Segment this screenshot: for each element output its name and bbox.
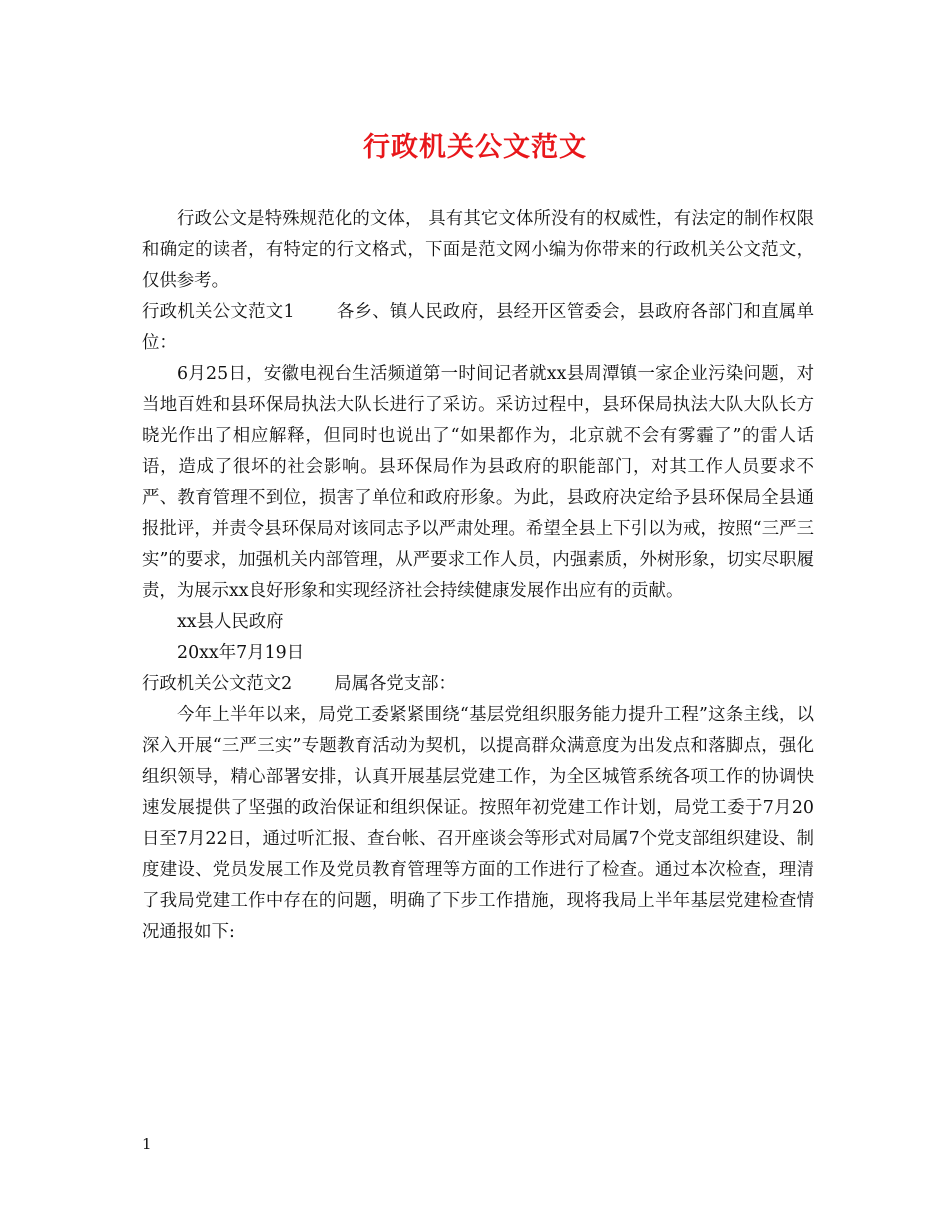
- intro-paragraph: 行政公文是特殊规范化的文体， 具有其它文体所没有的权威性，有法定的制作权限和确定的读者，有特定的行文格式，下面是范文网小编为你带来的行政机关公文范文，仅供参考。: [142, 209, 814, 291]
- sample2-addressee: 局属各党支部：: [334, 674, 456, 694]
- sample1-addressee: 各乡、镇人民政府，县经开区管委会，县政府各部门和直属单位：: [142, 302, 814, 353]
- sample2-heading-line: [142, 669, 814, 700]
- sample1-heading: 行政机关公文范文1: [142, 302, 295, 322]
- document-title: 行政机关公文范文: [363, 132, 587, 163]
- sample1-signature: xx县人民政府: [177, 612, 284, 632]
- document-body: [142, 204, 814, 948]
- page-number: 1: [142, 1135, 152, 1153]
- sample2-heading: 行政机关公文范文2: [142, 674, 293, 694]
- sample1-date: 20xx年7月19日: [177, 643, 305, 663]
- sample1-heading-line: [142, 297, 814, 359]
- sample2-body-paragraph: 今年上半年以来，局党工委紧紧围绕“基层党组织服务能力提升工程”这条主线，以深入开展“三严三实”专题教育活动为契机，以提高群众满意度为出发点和落脚点，强化组织领导，精心部署安排，认真开展基层党建工作，为全区城管系统各项工作的协调快速发展提供了坚强的政治保证和组织保证。按照年初党建工作计划，局党工委于7月20日至7月22日，通过听汇报、查台帐、召开座谈会等形式对局属7个党支部组织建设、制度建设、党员发展工作及党员教育管理等方面的工作进行了检查。通过本次检查，理清了我局党建工作中存在的问题，明确了下步工作措施，现将我局上半年基层党建检查情况通报如下:: [142, 705, 814, 942]
- sample1-body-paragraph: 6月25日，安徽电视台生活频道第一时间记者就xx县周潭镇一家企业污染问题，对当地百姓和县环保局执法大队长进行了采访。采访过程中，县环保局执法大队大队长方晓光作出了相应解释，但同时也说出了“如果都作为，北京就不会有雾霾了”的雷人话语，造成了很坏的社会影响。县环保局作为县政府的职能部门，对其工作人员要求不严、教育管理不到位，损害了单位和政府形象。为此，县政府决定给予县环保局全县通报批评，并责令县环保局对该同志予以严肃处理。希望全县上下引以为戒，按照“三严三实”的要求，加强机关内部管理，从严要求工作人员，内强素质，外树形象，切实尽职履责，为展示xx良好形象和实现经济社会持续健康发展作出应有的贡献。: [142, 364, 814, 601]
